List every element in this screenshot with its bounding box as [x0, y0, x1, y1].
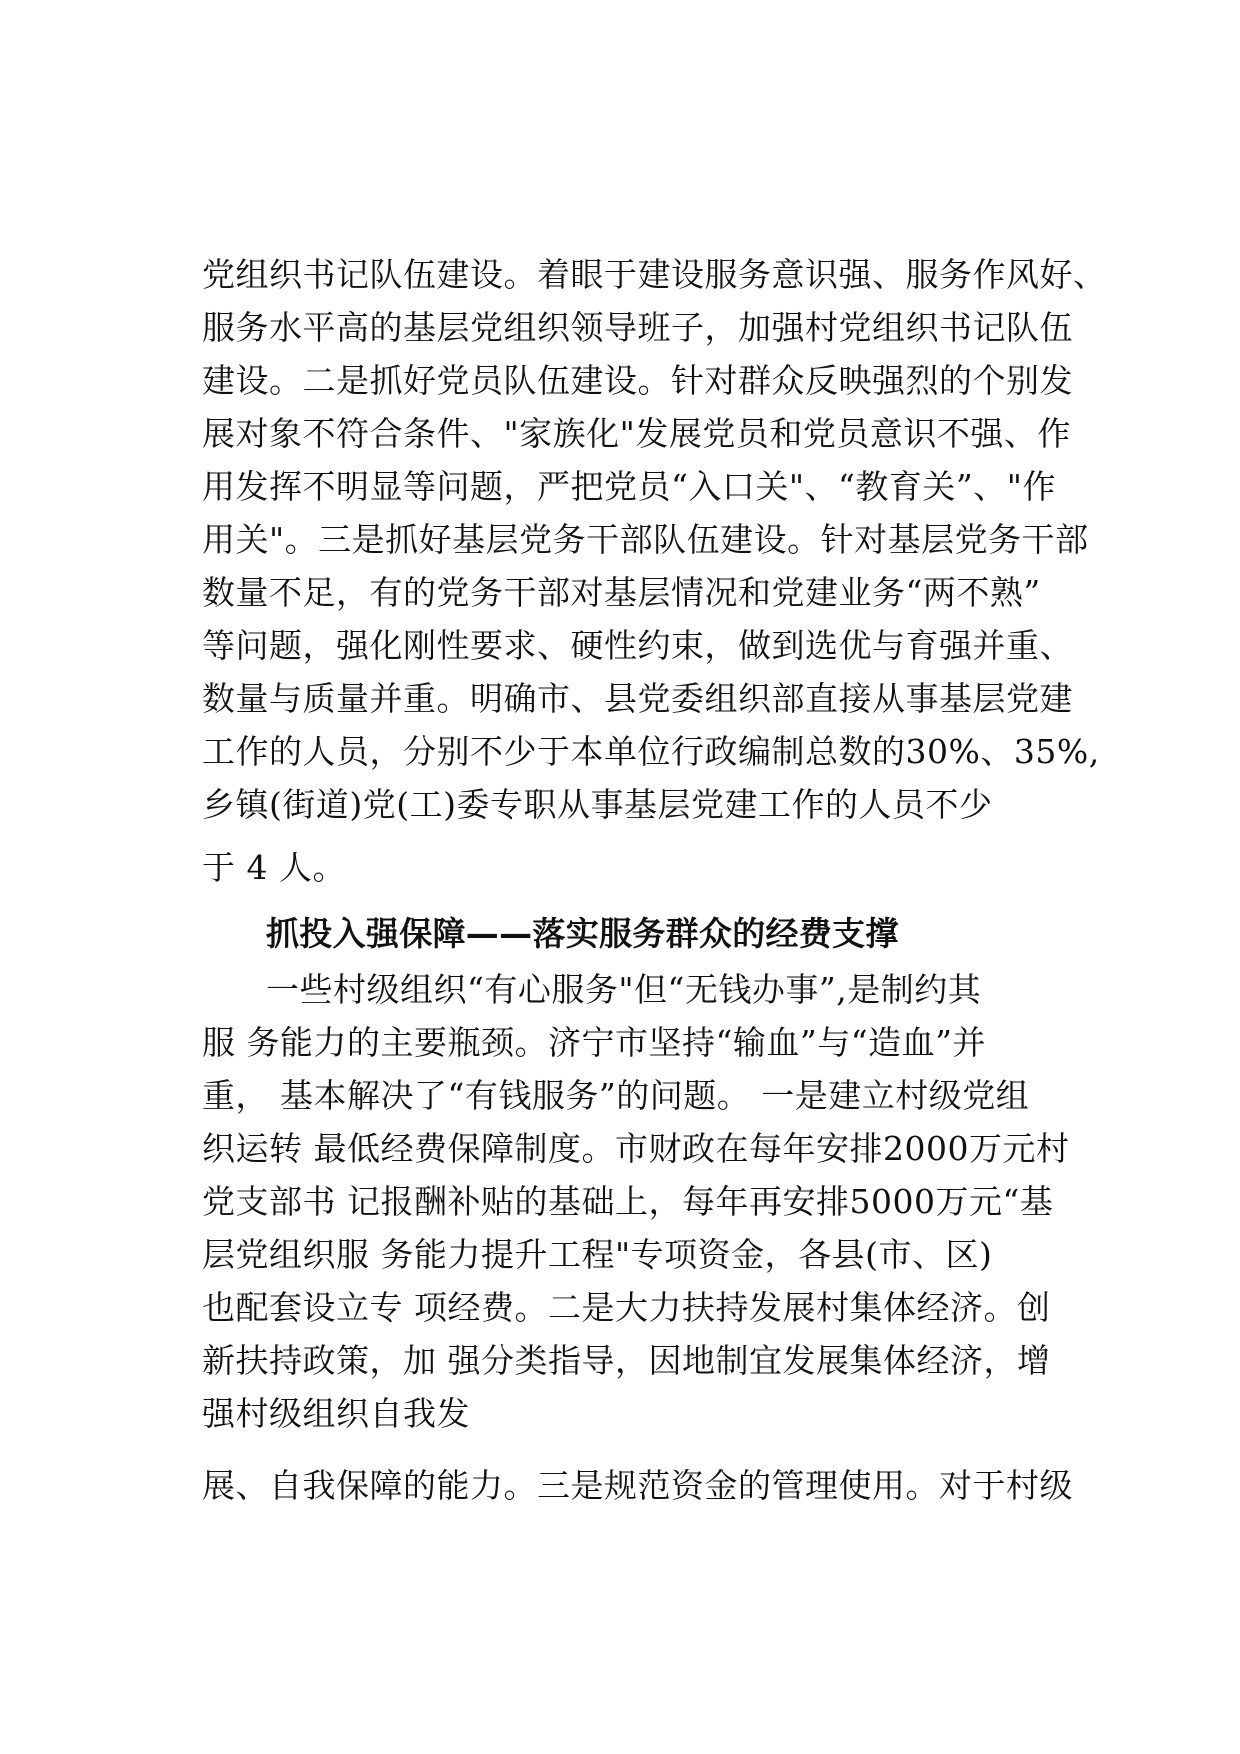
- paragraph-line: 也配套设立专 项经费。二是大力扶持发展村集体经济。创: [202, 1288, 1051, 1327]
- paragraph-line: 强村级组织自我发: [202, 1394, 470, 1433]
- paragraph-line: 乡镇(街道)党(工)委专职从事基层党建工作的人员不少: [202, 785, 993, 824]
- paragraph-line: 用发挥不明显等问题，严把党员“入口关"、“教育关”、"作: [202, 467, 1056, 506]
- paragraph-line: 一些村级组织“有心服务"但“无钱办事”,是制约其: [266, 970, 982, 1009]
- paragraph-line: 服 务能力的主要瓶颈。济宁市坚持“输血”与“造血”并: [202, 1023, 986, 1062]
- paragraph-line: 展、自我保障的能力。三是规范资金的管理使用。对于村级: [202, 1466, 1073, 1505]
- paragraph-line: 党支部书 记报酬补贴的基础上，每年再安排5000万元“基: [202, 1182, 1054, 1221]
- paragraph-line: 重， 基本解决了“有钱服务”的问题。 一是建立村级党组: [202, 1076, 1030, 1115]
- paragraph-line: 数量不足，有的党务干部对基层情况和党建业务“两不熟”: [202, 573, 1041, 612]
- paragraph-line: 工作的人员，分别不少于本单位行政编制总数的30%、35%,: [202, 732, 1100, 771]
- paragraph-line: 服务水平高的基层党组织领导班子，加强村党组织书记队伍: [202, 308, 1073, 347]
- paragraph-line: 层党组织服 务能力提升工程"专项资金，各县(市、区): [202, 1235, 993, 1274]
- paragraph-line: 织运转 最低经费保障制度。市财政在每年安排2000万元村: [202, 1129, 1070, 1168]
- paragraph-line: 党组织书记队伍建设。着眼于建设服务意识强、服务作风好、: [202, 255, 1107, 294]
- paragraph-line: 等问题，强化刚性要求、硬性约束，做到选优与育强并重、: [202, 626, 1073, 665]
- paragraph-line: 展对象不符合条件、"家族化"发展党员和党员意识不强、作: [202, 414, 1071, 453]
- paragraph-line: 于 4 人。: [202, 848, 346, 887]
- section-heading: 抓投入强保障——落实服务群众的经费支撑: [266, 914, 899, 953]
- paragraph-line: 建设。二是抓好党员队伍建设。针对群众反映强烈的个别发: [202, 361, 1073, 400]
- paragraph-line: 数量与质量并重。明确市、县党委组织部直接从事基层党建: [202, 679, 1073, 718]
- paragraph-line: 用关"。三是抓好基层党务干部队伍建设。针对基层党务干部: [202, 520, 1089, 559]
- paragraph-line: 新扶持政策，加 强分类指导，因地制宜发展集体经济，增: [202, 1341, 1051, 1380]
